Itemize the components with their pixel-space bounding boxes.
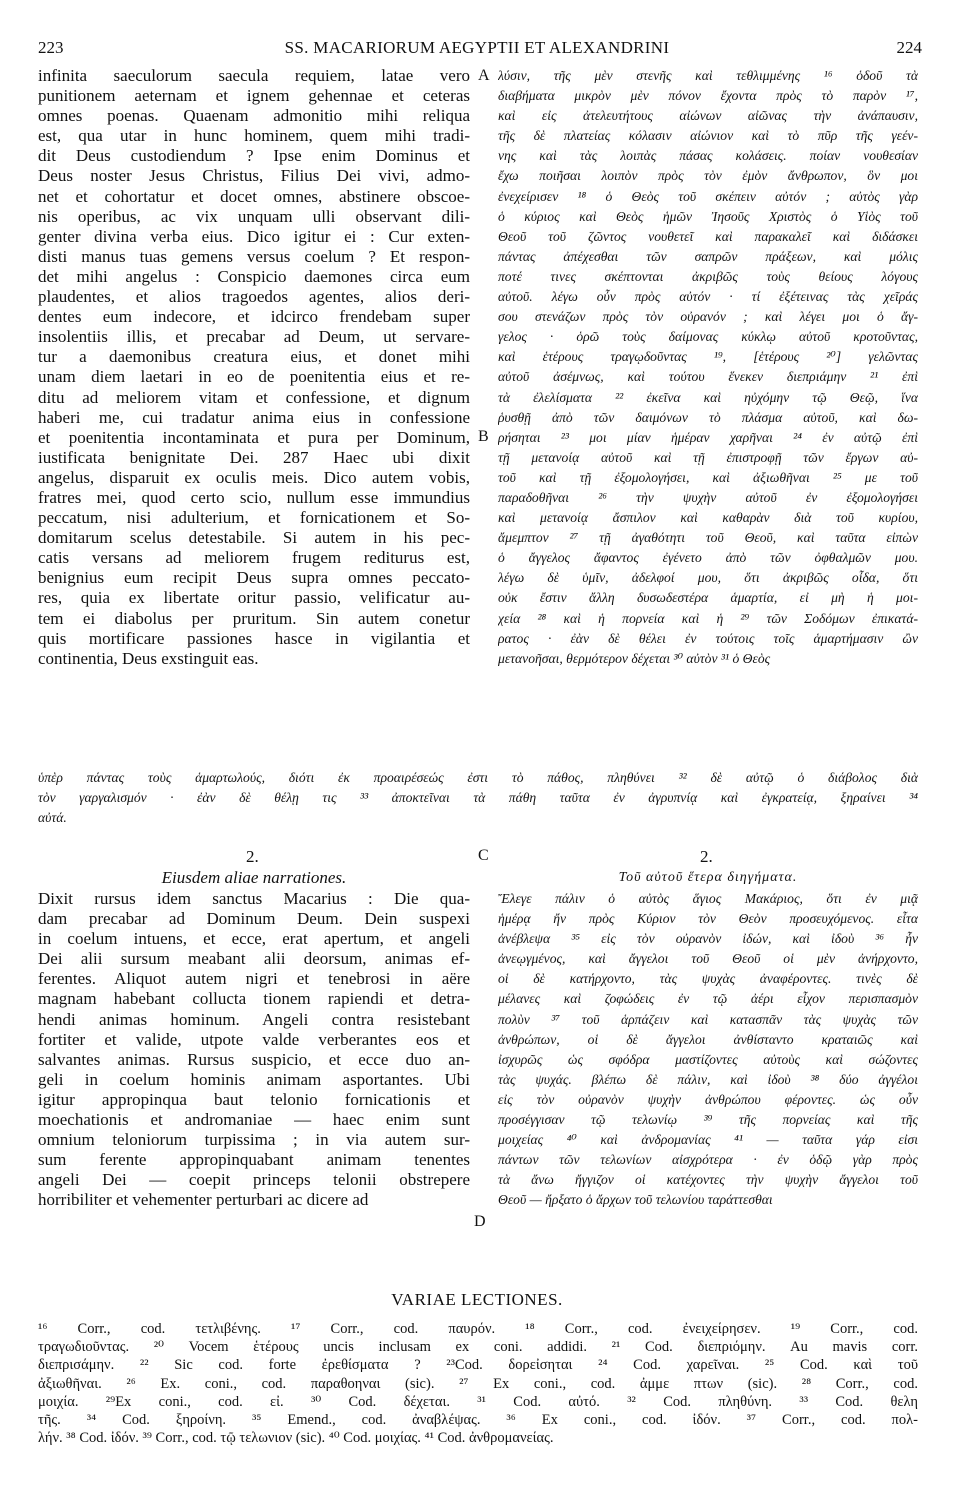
greek-text-line: παραδοθῆναι ²⁶ τὴν ψυχὴν αὐτοῦ ἐν ἐξομολογήσει xyxy=(498,489,918,505)
greek-text-line: λύσιν, τῆς μὲν στενῆς καὶ τεθλιμμένης ¹⁶ ὁδοῦ τὰ xyxy=(498,68,918,83)
greek-text-line: διαβήματα μικρὸν μὲν πόνον ἔχοντα πρὸς τὸ παρὸν ¹⁷, xyxy=(498,88,918,104)
greek-text-line: καὶ μετανοίᾳ ἄσπιλον καὶ καθαρὰν διὰ τοῦ κυρίου, xyxy=(498,510,918,526)
latin-text-line: omnes poenas. Quaenam admonitio mihi reliqua xyxy=(38,106,470,126)
greek-text-line: ἀνεῳγμένος, καὶ ἄγγελοι τοῦ Θεοῦ οἱ μὲν ἀνήρχοντο, xyxy=(498,951,918,967)
greek-text-line: τῆς δὲ πλατείας κόλασιν αἰώνιον καὶ τὸ πῦρ τῆς γεέν- xyxy=(498,128,918,144)
latin-text-line: dam precabar ad Dominum Deum. Dein suspexi xyxy=(38,909,470,929)
page-number-right: 224 xyxy=(896,38,922,57)
variant-note-line: λήν. ³⁸ Cod. ἰδόν. ³⁹ Corr., cod. τῷ τελωνιον (sic). ⁴⁰ Cod. μοιχίας. ⁴¹ Cod. ἀνθρομανείας. xyxy=(38,1430,554,1447)
section-title-greek: Τοῦ αὐτοῦ ἕτερα διηγήματα. xyxy=(618,870,798,885)
latin-text-line: disti manus tuas gemens versus coelum ? Et respon- xyxy=(38,246,470,266)
greek-text-line: τὸν γαργαλισμόν · ἐὰν δὲ θέλῃ τις ³³ ἀποκτεῖναι τὰ πάθη ταῦτα ἐν ἀγρυπνίᾳ καὶ ἐγκρατείᾳ, ξηραίνει ³⁴ xyxy=(38,790,918,805)
column-marker-b: B xyxy=(478,428,489,445)
greek-text-line: Ἔλεγε πάλιν ὁ αὐτὸς ἅγιος Μακάριος, ὅτι ἐν μιᾷ xyxy=(498,891,918,906)
greek-text-line: τὰ ἄνω ἤγγιζον οἱ κατέχοντες τὴν ψυχὴν ἄγγελοι τοῦ xyxy=(498,1172,918,1188)
latin-text-line: magnam habebant collucta tionem rapiendi et detra- xyxy=(38,989,470,1009)
greek-text-line: αὐτοῦ. λέγω οὖν πρὸς αὐτόν · τί ἐξέτεινας τὰς χεῖράς xyxy=(498,289,918,305)
latin-text-line: haberi me, cui tradatur anima eius in confessione xyxy=(38,407,470,427)
greek-text-line: ἀνθρώπων, οἱ δὲ ἄγγελοι ἀνθίσταντο κραταιῶς καὶ xyxy=(498,1031,918,1047)
latin-column-bottom xyxy=(38,889,470,1211)
greek-text-line: οἱ δὲ κατήρχοντο, τὰς ψυχὰς ἀναφέροντες. τινὲς δὲ xyxy=(498,971,918,987)
latin-text-line: catis versans ad meliorem frugem rediturus est, xyxy=(38,548,470,568)
latin-text-line: salvantes animas. Rursus suspicio, et ecce duo an- xyxy=(38,1049,470,1069)
greek-text-line: ἡμέρᾳ ἤν πρὸς Κύριον τὸν Θεὸν προσευχόμενος. εἶτα xyxy=(498,911,918,927)
greek-text-line: νης καὶ τὰς λοιπὰς πάσας κολάσεις. ποίαν νουθεσίαν xyxy=(498,148,918,164)
latin-text-line: est, qua utar in hunc hominem, quem mihi tradi- xyxy=(38,126,470,146)
greek-text-line: ὁ ἄγγελος ἄφαντος ἐγένετο ἀπὸ τῶν ὀφθαλμῶν μου. xyxy=(498,550,918,566)
variae-lectiones-heading: VARIAE LECTIONES. xyxy=(391,1290,563,1309)
greek-text-line: καὶ ἑτέρους τραγῳδοῦντας ¹⁹, [ἑτέρους ²⁰] γελῶντας xyxy=(498,349,918,365)
section-number-greek: 2. xyxy=(700,847,713,866)
latin-text-line: tem ei diabolus per pruritum. Sin autem conetur xyxy=(38,608,470,628)
latin-text-line: peccatum, nisi adulterium, et fornicationem et So- xyxy=(38,508,470,528)
latin-text-line: in coelum intuens, et ecce, erat apertum, et angeli xyxy=(38,929,470,949)
greek-text-line: ρήσηται ²³ μοι μίαν ἡμέραν χαρῆναι ²⁴ ἐν αὐτῷ ἐπὶ xyxy=(498,429,918,445)
latin-text-line: moechationis et andromaniae — haec enim sunt xyxy=(38,1110,470,1130)
latin-text-line: sum ferente appropinquabant animam tenentes xyxy=(38,1150,470,1170)
greek-text-line: ἔχω ποιῆσαι λοιπὸν πρὸς τὸν ἐμὸν ἄνθρωπον, ὃν μοι xyxy=(498,168,918,184)
greek-text-line: ἀνέβλεψα ³⁵ εἰς τὸν οὐρανὸν ἰδών, καὶ ἰδοὺ ³⁶ ἦν xyxy=(498,931,918,947)
greek-column-top xyxy=(498,66,918,669)
latin-text-line: infinita saeculorum saecula requiem, latae vero xyxy=(38,66,470,85)
latin-text-line: Dixit rursus idem sanctus Macarius : Die qua- xyxy=(38,889,470,908)
variant-note-line: διεπρισάμην. ²² Sic cod. forte ἐρεθίσματα ? ²³Cod. δορεἰσηται ²⁴ Cod. χαρεῖναι. ²⁵ Cod. καὶ τοῦ xyxy=(38,1357,918,1374)
greek-text-line: τοῦ καὶ τῇ ἐξομολογήσει, καὶ ἀξιωθῆναι ²⁵ με τοῦ xyxy=(498,469,918,485)
greek-text-line: λέγω δὲ ὑμῖν, ἀδελφοί μου, ὅτι ἀκριβῶς οἶδα, ὅτι xyxy=(498,570,918,586)
latin-text-line: insolentiis illis, et precabar ad Deum, ut servare- xyxy=(38,327,470,347)
greek-full-width-text xyxy=(38,768,918,828)
greek-text-line: ρατος · ἐὰν δὲ θέλει ἐν τούτοις τοῖς ἁμαρτήμασιν ὢν xyxy=(498,630,918,646)
greek-text-line: μετανοῆσαι, θερμότερον δέχεται ³⁰ αὐτὸν ³¹ ὁ Θεὸς xyxy=(498,650,771,666)
latin-text-line: nis operibus, ac vix unquam ulli observant dili- xyxy=(38,206,470,226)
column-marker-a: A xyxy=(478,67,490,84)
latin-text-line: net et cohortatur et docet omnes, abstinere obscoe- xyxy=(38,186,470,206)
greek-text-line: αὐτοῦ ἀσέμνως, καὶ τούτου ἕνεκεν διεπριάμην ²¹ ἐπὶ xyxy=(498,369,918,385)
running-title: SS. MACARIORUM AEGYPTII ET ALEXANDRINI xyxy=(284,38,670,57)
greek-text-line: τὰς ψυχάς. βλέπω δὲ πάλιν, καὶ ἰδοὺ ³⁸ δύο ἀγγέλοι xyxy=(498,1071,918,1087)
latin-text-line: dentes eum indecore, et idcirco frendebam super xyxy=(38,307,470,327)
column-marker-d: D xyxy=(474,1213,486,1230)
greek-text-line: ἄμεμπτον ²⁷ τῇ ἀγαθότητι τοῦ Θεοῦ, καὶ ταῦτα εἰπὼν xyxy=(498,530,918,546)
greek-text-line: μοιχείας ⁴⁰ καὶ ἀνδρομανίας ⁴¹ — ταῦτα γάρ εἰσι xyxy=(498,1132,918,1148)
latin-text-line: det mihi angelus : Conspicio daemones circa eum xyxy=(38,266,470,286)
latin-text-line: plaudentes, et alios tragoedos agentes, alios deri- xyxy=(38,287,470,307)
variant-note-line: ¹⁶ Corr., cod. τετλιβένης. ¹⁷ Corr., cod. παυρόν. ¹⁸ Corr., cod. ἐνειχείρησεν. ¹⁹ Corr., cod. xyxy=(38,1321,918,1337)
greek-text-line: πολὺν ³⁷ τοῦ ἁρπάζειν καὶ κατασπᾶν τὰς ψυχὰς τῶν xyxy=(498,1011,918,1027)
latin-text-line: horribiliter et vehementer perturbari ac dicere ad xyxy=(38,1190,369,1210)
latin-text-line: hendi animas hominum. Angeli contra resistebant xyxy=(38,1009,470,1029)
section-number-latin: 2. xyxy=(246,847,259,866)
greek-text-line: αὐτά. xyxy=(38,810,67,825)
greek-text-line: καὶ εἰς ἀτελευτήτους αἰώνων αἰῶνας τὴν ἀνάπαυσιν, xyxy=(498,108,918,124)
latin-column-top xyxy=(38,66,470,669)
greek-text-line: εἰς τὸν οὐρανὸν ψυχὴν ἀνθρώπου φέροντες. ὡς οὖν xyxy=(498,1091,918,1107)
latin-text-line: continentia, Deus exstinguit eas. xyxy=(38,648,259,668)
latin-text-line: angelus, disparuit ex oculis meis. Dico autem vobis, xyxy=(38,467,470,487)
section-title-latin: Eiusdem aliae narrationes. xyxy=(161,868,347,887)
column-marker-c: C xyxy=(478,847,489,864)
latin-text-line: geli in coelum hominis animam asportantes. Ubi xyxy=(38,1069,470,1089)
greek-column-bottom xyxy=(498,889,918,1211)
greek-text-line: Θεοῦ τοῦ ζῶντος νουθετεῖ καὶ παρακαλεῖ καὶ διδάσκει xyxy=(498,228,918,244)
variant-note-line: μοιχία. ²⁹Ex coni., cod. εἰ. ³⁰ Cod. δέχεται. ³¹ Cod. αὐτό. ³² Cod. πληθύνη. ³³ Cod. θελη xyxy=(38,1393,918,1410)
latin-text-line: omnium teloniorum turpissima ; in via autem sur- xyxy=(38,1130,470,1150)
latin-text-line: benignius eum recipit Deus supra omnes peccato- xyxy=(38,568,470,588)
latin-text-line: Deus noster Jesus Christus, Filius Dei vivi, admo- xyxy=(38,166,470,186)
greek-text-line: τὰ ἐλελίσματα ²² ἐκεῖνα καὶ ηὐχόμην τῷ Θεῷ, ἵνα xyxy=(498,389,918,405)
latin-text-line: ferentes. Aliquot autem nigri et tenebrosi in aëre xyxy=(38,969,470,989)
variant-note-line: ἀξιωθῆναι. ²⁶ Ex. coni., cod. παραθοηναι (sic). ²⁷ Ex coni., cod. ἀμμε πτων (sic). ²⁸ Corr., cod. xyxy=(38,1375,918,1392)
latin-text-line: quis mortificare passiones hasce in vigilantia et xyxy=(38,628,470,648)
latin-text-line: res, quia ex libertate oritur passio, velificatur au- xyxy=(38,588,470,608)
variant-note-line: τῆς. ³⁴ Cod. ξηροίνη. ³⁵ Emend., cod. ἀναβλέψας. ³⁶ Ex coni., cod. ἰδόν. ³⁷ Corr., cod. πολ- xyxy=(38,1411,918,1428)
latin-text-line: dit Deus custodiendum ? Ipse enim Dominus et xyxy=(38,146,470,166)
greek-text-line: ἐνεχείρισεν ¹⁸ ὁ Θεὸς τοῦ σκέπειν αὐτόν ; αὐτὸς γὰρ xyxy=(498,188,918,204)
greek-text-line: πάντας ἀπέχεσθαι τῶν σαπρῶν πράξεων, καὶ μόλις xyxy=(498,248,918,264)
variae-lectiones-notes xyxy=(38,1320,918,1447)
latin-text-line: fortiter et valide, utpote valde verberantes eos et xyxy=(38,1029,470,1049)
greek-text-line: ἰσχυρῶς ὡς σφόδρα μαστίζοντες αὐτοὺς καὶ σώζοντες xyxy=(498,1051,918,1067)
greek-text-line: χεία ²⁸ καὶ ἡ πορνεία καὶ ἡ ²⁹ τῶν Σοδόμων ἐπικατά- xyxy=(498,610,918,626)
latin-text-line: Dei alii sursum meabant alii deorsum, animas ef- xyxy=(38,949,470,969)
greek-text-line: γελος · ὁρῶ τοὺς δαίμονας κύκλῳ αὐτοῦ κροτοῦντας, xyxy=(498,329,918,345)
greek-text-line: τῇ μετανοίᾳ αὐτοῦ καὶ τῇ ἐπιστροφῇ τῶν ἔργων αὐ- xyxy=(498,449,918,465)
variant-note-line: τραγωδιοῦντας. ²⁰ Vocem ἑτέρους uncis inclusam ex coni. addidi. ²¹ Cod. διεπριόμην. Au mavis corr. xyxy=(38,1339,918,1356)
greek-text-line: ῥυσθῇ ἀπὸ τῶν δαιμόνων τὸ πλάσμα αὐτοῦ, καὶ δω- xyxy=(498,409,918,425)
greek-text-line: μέλανες καὶ ζοφώδεις ἐν τῷ ἀέρι εἶχον περισπασμὸν xyxy=(498,991,918,1007)
latin-text-line: angeli Dei — coepit princeps telonii obstrepere xyxy=(38,1170,470,1190)
latin-text-line: fratres mei, quod certo scio, nullum esse immundius xyxy=(38,487,470,507)
greek-text-line: Θεοῦ — ἤρξατο ὁ ἄρχων τοῦ τελωνίου ταράττεσθαι xyxy=(498,1192,773,1208)
running-header xyxy=(0,38,954,62)
greek-text-line: σου στενάζων πρὸς τὸν οὐρανόν ; καὶ λέγει μοι ὁ ἄγ- xyxy=(498,309,918,325)
latin-text-line: et poenitentia incontaminata et pura per Dominum, xyxy=(38,427,470,447)
greek-text-line: ὑπὲρ πάντας τοὺς ἁμαρτωλούς, διότι ἐκ προαιρέσεώς ἐστι τὸ πάθος, πληθύνει ³² δὲ αὐτῷ ὁ διάβολος διὰ xyxy=(38,770,918,785)
greek-text-line: ὁ κύριος καὶ Θεὸς ἡμῶν Ἰησοῦς Χριστὸς ὁ Υἱὸς τοῦ xyxy=(498,208,918,224)
greek-text-line: πάντων τῶν τελωνίων αἰσχρότερα · ἐν ὁδῷ γὰρ πρὸς xyxy=(498,1152,918,1168)
latin-text-line: tur a daemonibus creatura eius, et donet mihi xyxy=(38,347,470,367)
latin-text-line: unam diem laetari in eo de poenitentia eius et re- xyxy=(38,367,470,387)
latin-text-line: punitionem aeternam et ignem gehennae et ceteras xyxy=(38,86,470,106)
latin-text-line: genter divina verba eius. Dico igitur ei : Cur exten- xyxy=(38,226,470,246)
latin-text-line: ditu ad meliorem vitam et confessione, et dignum xyxy=(38,387,470,407)
latin-text-line: domitarum scelus detestabile. Si autem in his pec- xyxy=(38,528,470,548)
latin-text-line: igitur appropinqua baut telonio fornicationis et xyxy=(38,1089,470,1109)
greek-text-line: οὐκ ἔστιν ἄλλη δυσωδεστέρα ἁμαρτία, εἰ μὴ ἡ μοι- xyxy=(498,590,918,606)
greek-text-line: ποτέ τινες σκέπτονται ἀκριβῶς τοὺς θείους λόγους xyxy=(498,268,918,284)
page-number-left: 223 xyxy=(38,38,64,57)
latin-text-line: iustificata benignitate Dei. 287 Haec ubi dixit xyxy=(38,447,470,467)
greek-text-line: προσέγγισαν τῷ τελωνίῳ ³⁹ τῆς πορνείας καὶ τῆς xyxy=(498,1112,918,1128)
